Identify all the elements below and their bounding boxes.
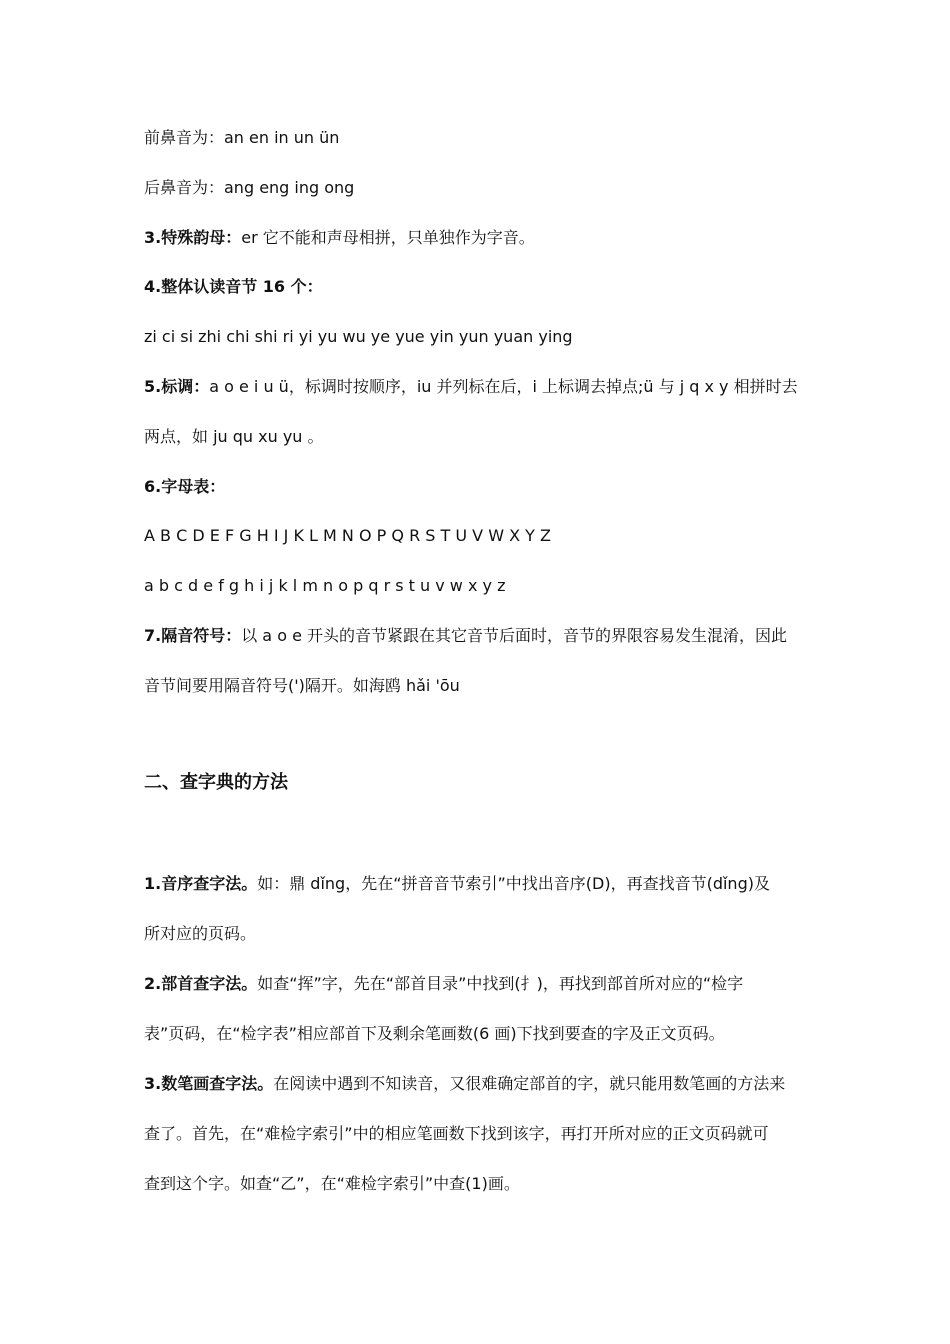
method1-line: [144, 873, 770, 895]
method3-line: [144, 1073, 785, 1095]
whole-syllables-line: [144, 276, 323, 298]
separator-line-2: [144, 675, 460, 697]
method3-line-2: [144, 1123, 769, 1145]
special-finals-label: 3.特殊韵母：: [144, 228, 242, 247]
method1-text-1: 如：鼎 dǐng，先在“拼音音节索引”中找出音序(D)，再查找音节(dǐng)及: [257, 874, 770, 893]
separator-line: [144, 625, 787, 647]
method1-label: 1.音序查字法。: [144, 874, 258, 893]
method2-line: [144, 973, 743, 995]
method2-text-1: 如查“挥”字，先在“部首目录”中找到(扌)，再找到部首所对应的“检字: [257, 974, 744, 993]
alphabet-label: 6.字母表：: [144, 477, 226, 496]
whole-syllables-label: 4.整体认读音节 16 个：: [144, 277, 323, 296]
alphabet-lower: a b c d e f g h i j k l m n o p q r s t u v w x y z: [144, 576, 506, 595]
back-nasal-text: 后鼻音为：ang eng ing ong: [144, 178, 355, 197]
method2-label: 2.部首查字法。: [144, 974, 258, 993]
special-finals-text: er 它不能和声母相拼，只单独作为字音。: [241, 228, 535, 247]
whole-syllables-list: zi ci si zhi chi shi ri yi yu wu ye yue yin yun yuan ying: [144, 327, 573, 346]
method3-label: 3.数笔画查字法。: [144, 1074, 274, 1093]
separator-label: 7.隔音符号：: [144, 626, 242, 645]
special-finals-line: [144, 227, 535, 249]
method1-text-2: 所对应的页码。: [144, 924, 257, 943]
front-nasal-text: 前鼻音为：an en in un ün: [144, 128, 340, 147]
alphabet-lower-line: [144, 575, 505, 597]
method1-line-2: [144, 923, 256, 945]
separator-text-1: 以 a o e 开头的音节紧跟在其它音节后面时，音节的界限容易发生混淆，因此: [241, 626, 788, 645]
alphabet-label-line: [144, 476, 225, 498]
tone-marks-line-2: [144, 426, 324, 448]
method2-text-2: 表”页码，在“检字表”相应部首下及剩余笔画数(6 画)下找到要查的字及正文页码。: [144, 1024, 725, 1043]
back-nasal-line: [144, 177, 354, 199]
section-heading-text: 二、查字典的方法: [144, 772, 288, 793]
tone-marks-label: 5.标调：: [144, 377, 210, 396]
alphabet-upper: A B C D E F G H I J K L M N O P Q R S T U V W X Y Z: [144, 526, 551, 545]
tone-marks-text-2: 两点，如 ju qu xu yu 。: [144, 427, 324, 446]
method3-line-3: [144, 1173, 520, 1195]
method2-line-2: [144, 1023, 725, 1045]
tone-marks-line: [144, 376, 798, 398]
tone-marks-text-1: a o e i u ü，标调时按顺序，iu 并列标在后，i 上标调去掉点;ü 与 j q x y 相拼时去: [209, 377, 798, 396]
method3-text-3: 查到这个字。如查“乙”，在“难检字索引”中查(1)画。: [144, 1174, 520, 1193]
section-heading: [144, 771, 288, 795]
whole-syllables-list-line: [144, 326, 573, 348]
method3-text-1: 在阅读中遇到不知读音，又很难确定部首的字，就只能用数笔画的方法来: [273, 1074, 786, 1093]
separator-text-2: 音节间要用隔音符号(')隔开。如海鸥 hǎi 'ōu: [144, 676, 460, 695]
alphabet-upper-line: [144, 525, 551, 547]
front-nasal-line: [144, 127, 339, 149]
method3-text-2: 查了。首先，在“难检字索引”中的相应笔画数下找到该字，再打开所对应的正文页码就可: [144, 1124, 769, 1143]
